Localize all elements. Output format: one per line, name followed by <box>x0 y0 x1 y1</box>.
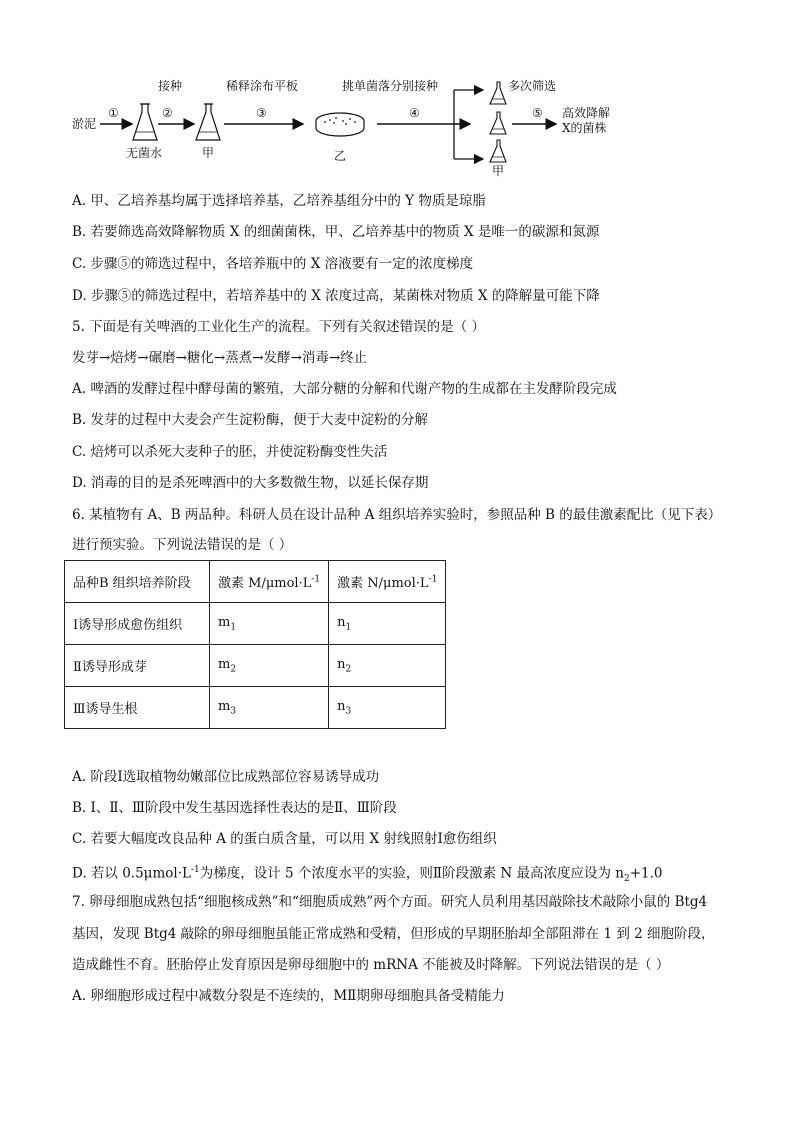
q5-option-b: B. 发芽的过程中大麦会产生淀粉酶，便于大麦中淀粉的分解 <box>72 412 429 428</box>
cell-m: $m_2$ <box>210 645 329 687</box>
flask-jia-label: 甲 <box>202 146 215 160</box>
sterile-water-flask-icon <box>133 104 157 140</box>
table-row <box>65 645 446 687</box>
cell-n: $n_3$ <box>329 687 446 729</box>
q4-option-c: C. 步骤⑤的筛选过程中，各培养瓶中的 X 溶液要有一定的浓度梯度 <box>72 256 474 272</box>
small-flask-top-icon <box>490 82 506 104</box>
q6-option-b: B. Ⅰ、Ⅱ、Ⅲ阶段中发生基因选择性表达的是Ⅱ、Ⅲ阶段 <box>72 800 397 816</box>
q5-option-a: A. 啤酒的发酵过程中酵母菌的繁殖，大部分糖的分解和代谢产物的生成都在主发酵阶段完成 <box>72 381 617 397</box>
q7-option-a: A. 卵细胞形成过程中减数分裂是不连续的，MⅡ期卵母细胞具备受精能力 <box>72 988 505 1004</box>
q6-stem-2: 进行预实验。下列说法错误的是（ ） <box>72 537 293 553</box>
table-row <box>65 687 446 729</box>
step-4-label: ④ <box>409 106 420 120</box>
step-5-label: ⑤ <box>532 106 543 120</box>
hormone-table <box>64 560 446 729</box>
q6-option-a: A. 阶段Ⅰ选取植物幼嫩部位比成熟部位容易诱导成功 <box>72 769 380 785</box>
petri-plate-icon <box>316 113 364 136</box>
q5-option-d: D. 消毒的目的是杀死啤酒中的大多数微生物，以延长保存期 <box>72 475 429 491</box>
table-row <box>65 603 446 645</box>
q4-option-d: D. 步骤⑤的筛选过程中，若培养基中的 X 浓度过高，某菌株对物质 X 的降解量可能下降 <box>72 288 600 304</box>
multi-screen-label: 多次筛选 <box>508 79 557 93</box>
table-header-row <box>65 561 446 603</box>
header-hormone-m: 激素 $M/\mu mol\cdot L^{-1}$ <box>210 561 329 603</box>
cell-stage: Ⅱ诱导形成芽 <box>65 645 210 687</box>
header-stage: 品种B 组织培养阶段 <box>65 561 210 603</box>
q6-option-c: C. 若要大幅度改良品种 A 的蛋白质含量，可以用 X 射线照射Ⅰ愈伤组织 <box>72 831 497 847</box>
step-3-label: ③ <box>256 106 267 120</box>
pick-label: 挑单菌落分别接种 <box>342 79 439 93</box>
flask-jia-2-label: 甲 <box>492 164 505 178</box>
q5-flow: 发芽→焙烤→碾磨→糖化→蒸煮→发酵→消毒→终止 <box>72 350 368 366</box>
cell-n: $n_1$ <box>329 603 446 645</box>
q4-option-a: A. 甲、乙培养基均属于选择培养基，乙培养基组分中的 Y 物质是琼脂 <box>72 193 486 209</box>
result-label-2: X的菌株 <box>562 121 607 135</box>
q5-stem: 5. 下面是有关啤酒的工业化生产的流程。下列有关叙述错误的是（ ） <box>72 319 485 335</box>
sterile-water-label: 无菌水 <box>126 146 163 160</box>
q4-option-b: B. 若要筛选高效降解物质 X 的细菌菌株，甲、乙培养基中的物质 X 是唯一的碳源和氮源 <box>72 224 600 240</box>
cell-stage: Ⅰ诱导形成愈伤组织 <box>65 603 210 645</box>
dilute-label: 稀释涂布平板 <box>226 79 299 93</box>
cell-n: $n_2$ <box>329 645 446 687</box>
q7-stem-1: 7. 卵母细胞成熟包括“细胞核成熟”和“细胞质成熟”两个方面。研究人员利用基因敲除技术敲除小鼠的 Btg4 <box>72 894 708 910</box>
cell-stage: Ⅲ诱导生根 <box>65 687 210 729</box>
q5-option-c: C. 焙烤可以杀死大麦种子的胚，并使淀粉酶变性失活 <box>72 444 388 460</box>
q7-stem-3: 造成雌性不育。胚胎停止发育原因是卵母细胞中的 mRNA 不能被及时降解。下列说法错误的是（ ） <box>72 957 670 973</box>
q6-option-d: D. 若以 $0.5\mu mol\cdot L^{-1}$为梯度，设计 5 个浓度水平的实验，则Ⅱ阶段激素 N 最高浓度应设为 $n_2+1.0$ <box>72 865 663 885</box>
flask-jia-icon <box>196 104 220 140</box>
step-2-label: ② <box>162 106 173 120</box>
step-1-label: ① <box>108 106 119 120</box>
small-flask-bottom-icon <box>490 140 506 162</box>
inoculate-label: 接种 <box>158 79 183 93</box>
cell-m: $m_1$ <box>210 603 329 645</box>
small-flask-middle-icon <box>490 112 506 134</box>
header-hormone-n: 激素 $N/\mu mol\cdot L^{-1}$ <box>329 561 446 603</box>
q7-stem-2: 基因，发现 Btg4 敲除的卵母细胞虽能正常成熟和受精，但形成的早期胚胎却全部阻滞在 1 到 2 细胞阶段， <box>72 926 715 942</box>
start-label: 淤泥 <box>72 117 97 131</box>
experiment-flow-diagram <box>0 0 794 180</box>
result-label-1: 高效降解 <box>562 106 611 120</box>
cell-m: $m_3$ <box>210 687 329 729</box>
plate-yi-label: 乙 <box>334 149 347 163</box>
q6-stem-1: 6. 某植物有 A、B 两品种。科研人员在设计品种 A 组织培养实验时，参照品种 B 的最佳激素配比（见下表） <box>72 507 722 523</box>
